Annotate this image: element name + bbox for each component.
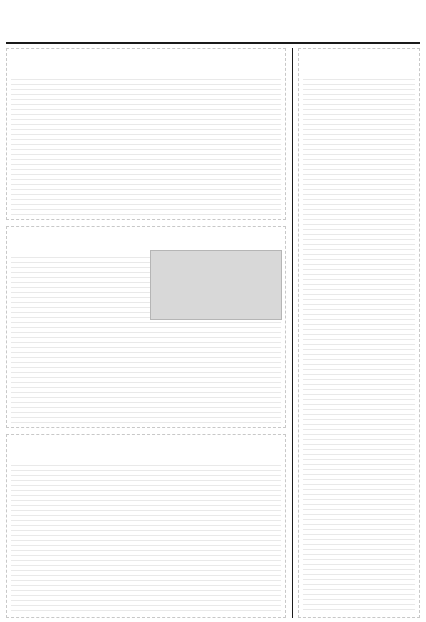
article-1-body — [11, 75, 281, 215]
page-header — [6, 4, 420, 44]
column-divider — [292, 48, 293, 618]
side-column — [298, 48, 420, 618]
side-column-body — [303, 75, 415, 613]
article-1 — [6, 48, 286, 220]
article-3 — [6, 434, 286, 618]
article-3-body — [11, 461, 281, 613]
article-2-photo — [150, 250, 282, 320]
